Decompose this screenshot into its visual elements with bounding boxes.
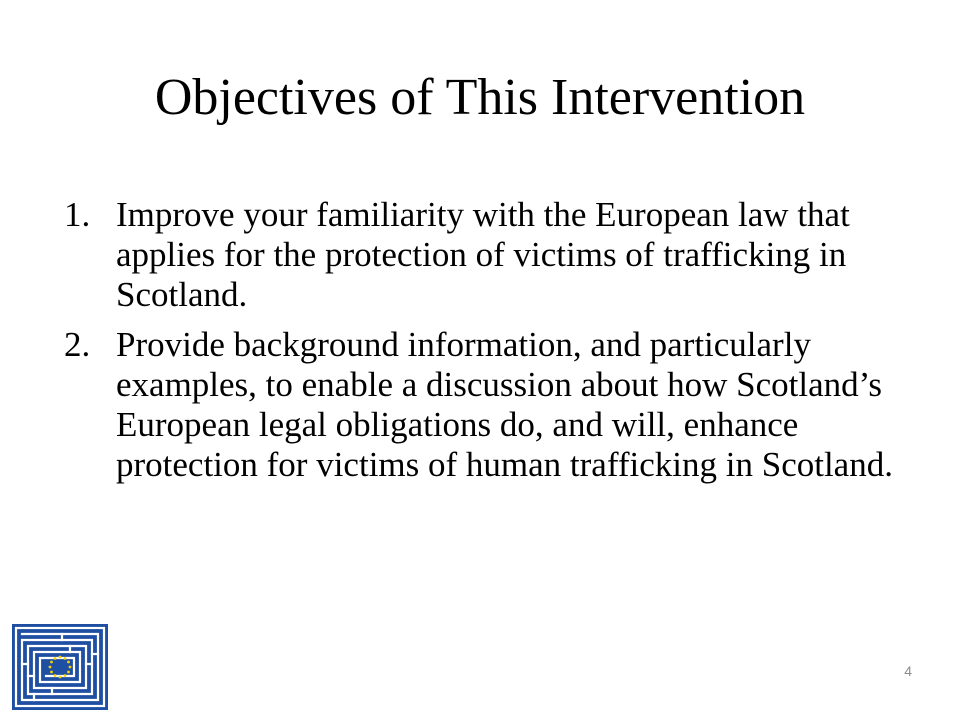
list-item-text: Improve your familiarity with the European law that applies for the protection of victims of trafficking in Scotland. [116, 195, 850, 314]
list-item [64, 195, 904, 315]
maze-logo-icon [12, 624, 108, 710]
list-item-number: 2. [64, 325, 91, 364]
slide-title: Objectives of This Intervention [154, 69, 806, 126]
logo-background [12, 624, 108, 710]
list-item-text: Provide background information, and particularly examples, to enable a discussion about how Scotland’s European legal obligations do, and will, enhance protection for victims of human trafficking in Scotland. [116, 325, 893, 484]
list-item-number: 1. [64, 195, 91, 234]
page-number: 4 [904, 663, 912, 679]
list-item [64, 325, 904, 485]
objectives-list [64, 195, 904, 495]
